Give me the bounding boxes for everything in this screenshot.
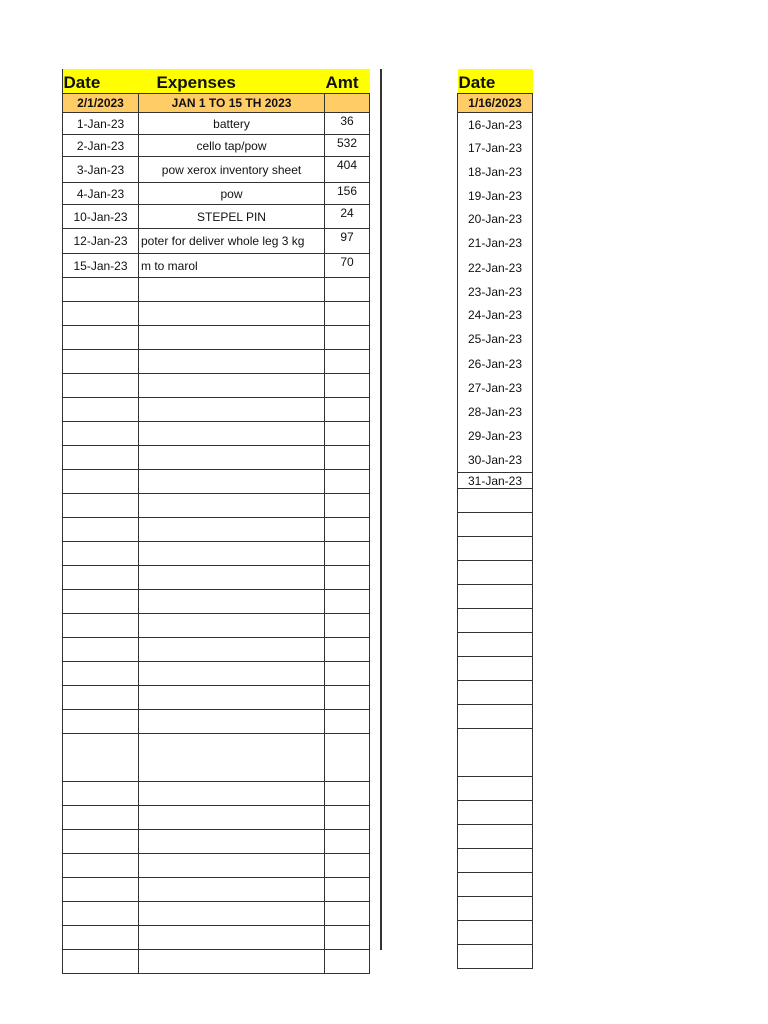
expense-cell[interactable] <box>139 638 325 662</box>
table-row <box>458 207 533 231</box>
amt-cell[interactable]: 532 <box>325 135 370 157</box>
table-row <box>63 157 370 183</box>
table-row <box>458 424 533 448</box>
table-row <box>63 926 370 950</box>
date-cell[interactable]: 10-Jan-23 <box>63 205 139 229</box>
period-row <box>63 94 370 113</box>
table-row <box>63 135 370 157</box>
right-date-cell[interactable]: 21-Jan-23 <box>458 231 533 256</box>
right-date-cell[interactable] <box>458 825 533 849</box>
right-date-cell[interactable] <box>458 585 533 609</box>
right-date-cell[interactable] <box>458 513 533 537</box>
amt-cell[interactable]: 97 <box>325 229 370 254</box>
date-cell[interactable] <box>63 830 139 854</box>
table-row <box>458 657 533 681</box>
expenses-header[interactable]: Expenses <box>139 69 325 94</box>
expense-cell[interactable] <box>139 902 325 926</box>
right-date-cell[interactable] <box>458 945 533 969</box>
table-row <box>458 304 533 327</box>
expense-cell[interactable] <box>139 350 325 374</box>
date-cell[interactable]: 15-Jan-23 <box>63 254 139 278</box>
table-row <box>63 566 370 590</box>
table-row <box>458 537 533 561</box>
date-cell[interactable] <box>63 902 139 926</box>
date-cell[interactable]: 2-Jan-23 <box>63 135 139 157</box>
table-row <box>458 327 533 352</box>
right-period-row <box>458 94 533 113</box>
table-row <box>63 302 370 326</box>
right-period-date-cell[interactable]: 1/16/2023 <box>458 94 533 113</box>
amt-cell[interactable] <box>325 422 370 446</box>
right-header-row <box>458 69 533 94</box>
amt-cell[interactable] <box>325 806 370 830</box>
right-date-cell[interactable] <box>458 873 533 897</box>
expense-cell[interactable]: pow <box>139 183 325 205</box>
expense-cell[interactable] <box>139 566 325 590</box>
table-row <box>63 398 370 422</box>
expense-cell[interactable] <box>139 854 325 878</box>
table-row <box>63 542 370 566</box>
right-date-cell[interactable]: 30-Jan-23 <box>458 448 533 473</box>
amt-cell[interactable] <box>325 374 370 398</box>
table-row <box>63 782 370 806</box>
right-date-cell[interactable]: 23-Jan-23 <box>458 280 533 304</box>
date-cell[interactable] <box>63 806 139 830</box>
table-row <box>458 609 533 633</box>
date-cell[interactable] <box>63 734 139 782</box>
expense-cell[interactable] <box>139 326 325 350</box>
right-date-cell[interactable]: 25-Jan-23 <box>458 327 533 352</box>
amt-cell[interactable] <box>325 566 370 590</box>
amt-cell[interactable] <box>325 686 370 710</box>
table-row <box>63 830 370 854</box>
table-row <box>63 229 370 254</box>
table-row <box>63 446 370 470</box>
expense-cell[interactable] <box>139 278 325 302</box>
period-date-cell[interactable]: 2/1/2023 <box>63 94 139 113</box>
right-date-cell[interactable] <box>458 777 533 801</box>
table-row <box>63 113 370 135</box>
right-date-cell[interactable] <box>458 897 533 921</box>
amt-cell[interactable] <box>325 782 370 806</box>
right-date-cell[interactable] <box>458 801 533 825</box>
date-cell[interactable] <box>63 638 139 662</box>
date-cell[interactable] <box>63 590 139 614</box>
table-row <box>458 897 533 921</box>
amt-cell[interactable]: 404 <box>325 157 370 183</box>
table-row <box>63 662 370 686</box>
right-date-cell[interactable] <box>458 561 533 585</box>
table-row <box>63 806 370 830</box>
amt-cell[interactable] <box>325 638 370 662</box>
amt-header[interactable]: Amt <box>325 69 370 94</box>
expense-cell[interactable] <box>139 422 325 446</box>
table-row <box>458 561 533 585</box>
table-row <box>63 374 370 398</box>
date-cell[interactable] <box>63 566 139 590</box>
table-row <box>63 638 370 662</box>
date-cell[interactable]: 12-Jan-23 <box>63 229 139 254</box>
table-row <box>458 681 533 705</box>
date-cell[interactable] <box>63 542 139 566</box>
table-row <box>458 777 533 801</box>
table-row <box>63 254 370 278</box>
table-row <box>63 854 370 878</box>
right-date-cell[interactable] <box>458 537 533 561</box>
right-date-cell[interactable]: 20-Jan-23 <box>458 207 533 231</box>
amt-cell[interactable] <box>325 830 370 854</box>
date-cell[interactable] <box>63 662 139 686</box>
expense-cell[interactable] <box>139 374 325 398</box>
table-row <box>63 494 370 518</box>
amt-cell[interactable] <box>325 494 370 518</box>
table-row <box>458 489 533 513</box>
date-cell[interactable] <box>63 278 139 302</box>
amt-cell[interactable] <box>325 734 370 782</box>
table-row <box>63 614 370 638</box>
expense-cell[interactable]: cello tap/pow <box>139 135 325 157</box>
date-cell[interactable] <box>63 686 139 710</box>
expense-cell[interactable] <box>139 542 325 566</box>
table-row <box>458 400 533 424</box>
right-date-cell[interactable]: 18-Jan-23 <box>458 159 533 185</box>
period-amt-cell[interactable] <box>325 94 370 113</box>
expense-cell[interactable] <box>139 614 325 638</box>
expense-cell[interactable] <box>139 518 325 542</box>
amt-cell[interactable]: 24 <box>325 205 370 229</box>
amt-cell[interactable] <box>325 518 370 542</box>
date-cell[interactable] <box>63 446 139 470</box>
table-row <box>63 686 370 710</box>
expenses-table <box>62 69 370 974</box>
date-cell[interactable] <box>63 422 139 446</box>
date-cell[interactable]: 3-Jan-23 <box>63 157 139 183</box>
expense-cell[interactable] <box>139 710 325 734</box>
table-row <box>63 590 370 614</box>
table-row <box>63 205 370 229</box>
table-row <box>458 513 533 537</box>
right-date-cell[interactable] <box>458 609 533 633</box>
amt-cell[interactable] <box>325 950 370 974</box>
table-row <box>458 729 533 777</box>
right-date-cell[interactable]: 27-Jan-23 <box>458 376 533 400</box>
expense-cell[interactable] <box>139 398 325 422</box>
table-row <box>458 159 533 185</box>
right-date-cell[interactable]: 16-Jan-23 <box>458 113 533 137</box>
right-date-cell[interactable]: 29-Jan-23 <box>458 424 533 448</box>
table-row <box>458 113 533 137</box>
right-date-cell[interactable]: 26-Jan-23 <box>458 352 533 376</box>
expense-cell[interactable] <box>139 950 325 974</box>
table-row <box>458 256 533 280</box>
table-row <box>63 902 370 926</box>
table-row <box>458 633 533 657</box>
expense-cell[interactable] <box>139 806 325 830</box>
expense-cell[interactable] <box>139 494 325 518</box>
period-label-cell[interactable]: JAN 1 TO 15 TH 2023 <box>139 94 325 113</box>
table-row <box>63 518 370 542</box>
table-row <box>63 278 370 302</box>
amt-cell[interactable]: 156 <box>325 183 370 205</box>
table-row <box>458 352 533 376</box>
date-cell[interactable] <box>63 494 139 518</box>
amt-cell[interactable] <box>325 470 370 494</box>
table-row <box>458 376 533 400</box>
expense-cell[interactable] <box>139 470 325 494</box>
expense-cell[interactable] <box>139 878 325 902</box>
date-cell[interactable] <box>63 470 139 494</box>
amt-cell[interactable] <box>325 350 370 374</box>
right-border-line <box>380 69 382 950</box>
left-border-line <box>62 69 63 950</box>
table-row <box>63 183 370 205</box>
amt-cell[interactable] <box>325 590 370 614</box>
right-date-cell[interactable] <box>458 489 533 513</box>
date-cell[interactable] <box>63 518 139 542</box>
amt-cell[interactable] <box>325 614 370 638</box>
date-cell[interactable] <box>63 374 139 398</box>
table-row <box>458 921 533 945</box>
expense-cell[interactable] <box>139 782 325 806</box>
table-row <box>63 422 370 446</box>
amt-cell[interactable] <box>325 662 370 686</box>
right-date-cell[interactable]: 28-Jan-23 <box>458 400 533 424</box>
table-row <box>458 873 533 897</box>
right-date-header[interactable]: Date <box>458 69 533 94</box>
date-cell[interactable] <box>63 326 139 350</box>
amt-cell[interactable] <box>325 398 370 422</box>
right-date-cell[interactable] <box>458 849 533 873</box>
date-cell[interactable] <box>63 950 139 974</box>
amt-cell[interactable] <box>325 854 370 878</box>
expense-cell[interactable]: battery <box>139 113 325 135</box>
date-cell[interactable] <box>63 350 139 374</box>
header-row <box>63 69 370 94</box>
table-row <box>458 945 533 969</box>
expense-cell[interactable]: pow xerox inventory sheet <box>139 157 325 183</box>
table-row <box>458 185 533 207</box>
table-row <box>458 585 533 609</box>
date-cell[interactable] <box>63 926 139 950</box>
date-cell[interactable] <box>63 398 139 422</box>
right-date-cell[interactable] <box>458 633 533 657</box>
date-cell[interactable] <box>63 854 139 878</box>
date-header[interactable]: Date <box>63 69 139 94</box>
table-row <box>458 448 533 473</box>
right-date-cell[interactable]: 22-Jan-23 <box>458 256 533 280</box>
table-row <box>458 137 533 159</box>
amt-cell[interactable] <box>325 302 370 326</box>
date-cell[interactable]: 1-Jan-23 <box>63 113 139 135</box>
table-row <box>458 801 533 825</box>
expense-cell[interactable]: poter for deliver whole leg 3 kg <box>139 229 325 254</box>
amt-cell[interactable]: 36 <box>325 113 370 135</box>
table-row <box>458 849 533 873</box>
amt-cell[interactable] <box>325 710 370 734</box>
right-date-cell[interactable] <box>458 657 533 681</box>
date-cell[interactable]: 4-Jan-23 <box>63 183 139 205</box>
date-cell[interactable] <box>63 614 139 638</box>
date-cell[interactable] <box>63 878 139 902</box>
amt-cell[interactable] <box>325 902 370 926</box>
table-row <box>63 470 370 494</box>
expense-cell[interactable]: STEPEL PIN <box>139 205 325 229</box>
table-row <box>458 705 533 729</box>
right-date-cell[interactable]: 17-Jan-23 <box>458 137 533 159</box>
amt-cell[interactable] <box>325 446 370 470</box>
expense-cell[interactable] <box>139 686 325 710</box>
expense-cell[interactable] <box>139 830 325 854</box>
right-date-cell[interactable] <box>458 729 533 777</box>
right-date-cell[interactable] <box>458 681 533 705</box>
right-date-cell[interactable] <box>458 705 533 729</box>
expense-cell[interactable] <box>139 446 325 470</box>
right-date-cell[interactable] <box>458 921 533 945</box>
table-row <box>458 280 533 304</box>
date-cell[interactable] <box>63 302 139 326</box>
right-date-cell[interactable]: 24-Jan-23 <box>458 304 533 327</box>
amt-cell[interactable] <box>325 278 370 302</box>
date-cell[interactable] <box>63 782 139 806</box>
amt-cell[interactable] <box>325 878 370 902</box>
right-date-cell[interactable]: 19-Jan-23 <box>458 185 533 207</box>
table-row <box>63 350 370 374</box>
amt-cell[interactable] <box>325 926 370 950</box>
amt-cell[interactable] <box>325 326 370 350</box>
table-row <box>63 326 370 350</box>
second-half-dates-table <box>457 69 533 969</box>
table-row <box>63 710 370 734</box>
table-row <box>63 878 370 902</box>
table-row <box>458 825 533 849</box>
table-row <box>458 231 533 256</box>
expense-cell[interactable]: m to marol <box>139 254 325 278</box>
table-row <box>458 473 533 489</box>
expense-cell[interactable] <box>139 302 325 326</box>
expense-cell[interactable] <box>139 662 325 686</box>
expense-cell[interactable] <box>139 734 325 782</box>
table-row <box>63 734 370 782</box>
date-cell[interactable] <box>63 710 139 734</box>
expense-cell[interactable] <box>139 590 325 614</box>
amt-cell[interactable] <box>325 542 370 566</box>
right-date-cell[interactable]: 31-Jan-23 <box>458 473 533 489</box>
table-row <box>63 950 370 974</box>
amt-cell[interactable]: 70 <box>325 254 370 278</box>
expense-cell[interactable] <box>139 926 325 950</box>
